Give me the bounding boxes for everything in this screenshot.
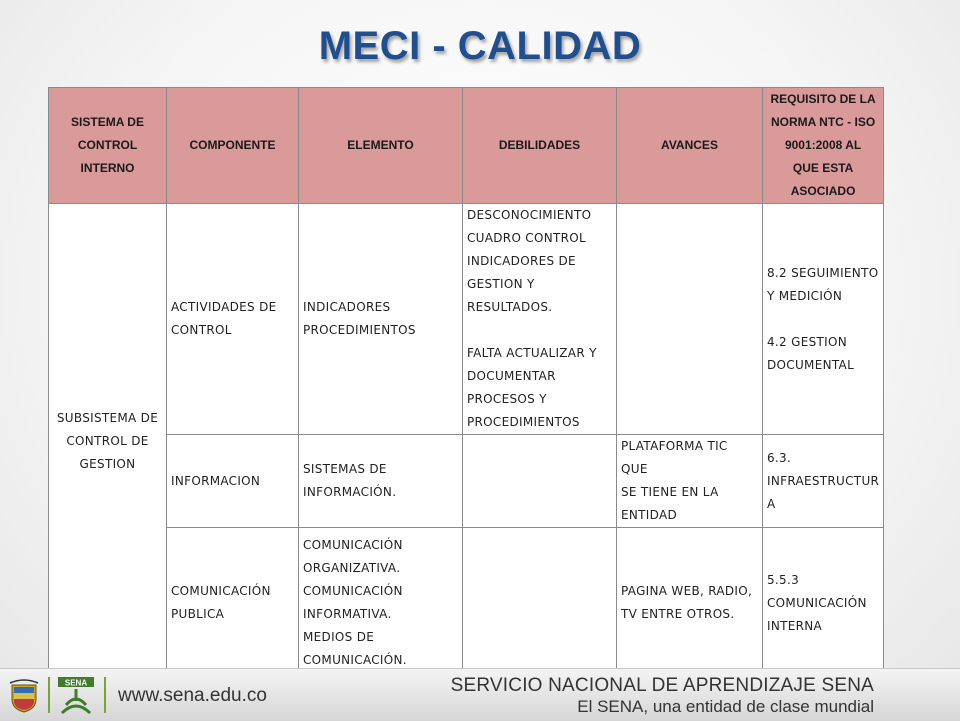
cell-componente: INFORMACION bbox=[167, 435, 299, 528]
meci-table bbox=[48, 87, 884, 679]
divider-line bbox=[48, 677, 50, 713]
header-elemento: ELEMENTO bbox=[299, 88, 463, 204]
cell-elemento: INDICADORES PROCEDIMIENTOS bbox=[299, 204, 463, 435]
cell-avances bbox=[617, 204, 763, 435]
cell-requisito: 6.3. INFRAESTRUCTUR A bbox=[763, 435, 884, 528]
institution-name: SERVICIO NACIONAL DE APRENDIZAJE SENA bbox=[450, 675, 874, 696]
divider-line bbox=[104, 677, 106, 713]
header-sistema: SISTEMA DE CONTROL INTERNO bbox=[49, 88, 167, 204]
cell-debilidades: DESCONOCIMIENTO CUADRO CONTROL INDICADORES DE GESTION Y RESULTADOS. FALTA ACTUALIZAR Y DOCUMENTAR PROCESOS Y PROCEDIMIENTOS bbox=[463, 204, 617, 435]
cell-componente: COMUNICACIÓN PUBLICA bbox=[167, 528, 299, 679]
cell-requisito: 5.5.3 COMUNICACIÓN INTERNA bbox=[763, 528, 884, 679]
cell-elemento: COMUNICACIÓN ORGANIZATIVA. COMUNICACIÓN INFORMATIVA. MEDIOS DE COMUNICACIÓN. bbox=[299, 528, 463, 679]
cell-requisito: 8.2 SEGUIMIENTO Y MEDICIÓN 4.2 GESTION DOCUMENTAL bbox=[763, 204, 884, 435]
table-row bbox=[49, 435, 884, 528]
header-debilidades: DEBILIDADES bbox=[463, 88, 617, 204]
header-requisito: REQUISITO DE LA NORMA NTC - ISO 9001:2008 AL QUE ESTA ASOCIADO bbox=[763, 88, 884, 204]
table-header-row bbox=[49, 88, 884, 204]
footer-bar bbox=[0, 668, 960, 721]
header-componente: COMPONENTE bbox=[167, 88, 299, 204]
cell-debilidades bbox=[463, 528, 617, 679]
cell-elemento: SISTEMAS DE INFORMACIÓN. bbox=[299, 435, 463, 528]
cell-avances: PAGINA WEB, RADIO, TV ENTRE OTROS. bbox=[617, 528, 763, 679]
institution-slogan: El SENA, una entidad de clase mundial bbox=[577, 697, 874, 716]
cell-componente: ACTIVIDADES DE CONTROL bbox=[167, 204, 299, 435]
sena-logo-icon bbox=[58, 677, 94, 715]
table-row bbox=[49, 528, 884, 679]
header-avances: AVANCES bbox=[617, 88, 763, 204]
cell-sistema: SUBSISTEMA DE CONTROL DE GESTION bbox=[49, 204, 167, 679]
footer-url[interactable]: www.sena.edu.co bbox=[118, 685, 267, 706]
colombia-coat-of-arms-icon bbox=[8, 679, 40, 713]
table-row bbox=[49, 204, 884, 435]
cell-debilidades bbox=[463, 435, 617, 528]
page-title: MECI - CALIDAD bbox=[318, 24, 642, 68]
sena-logo-text: SENA bbox=[64, 678, 88, 688]
cell-avances: PLATAFORMA TIC QUE SE TIENE EN LA ENTIDAD bbox=[617, 435, 763, 528]
